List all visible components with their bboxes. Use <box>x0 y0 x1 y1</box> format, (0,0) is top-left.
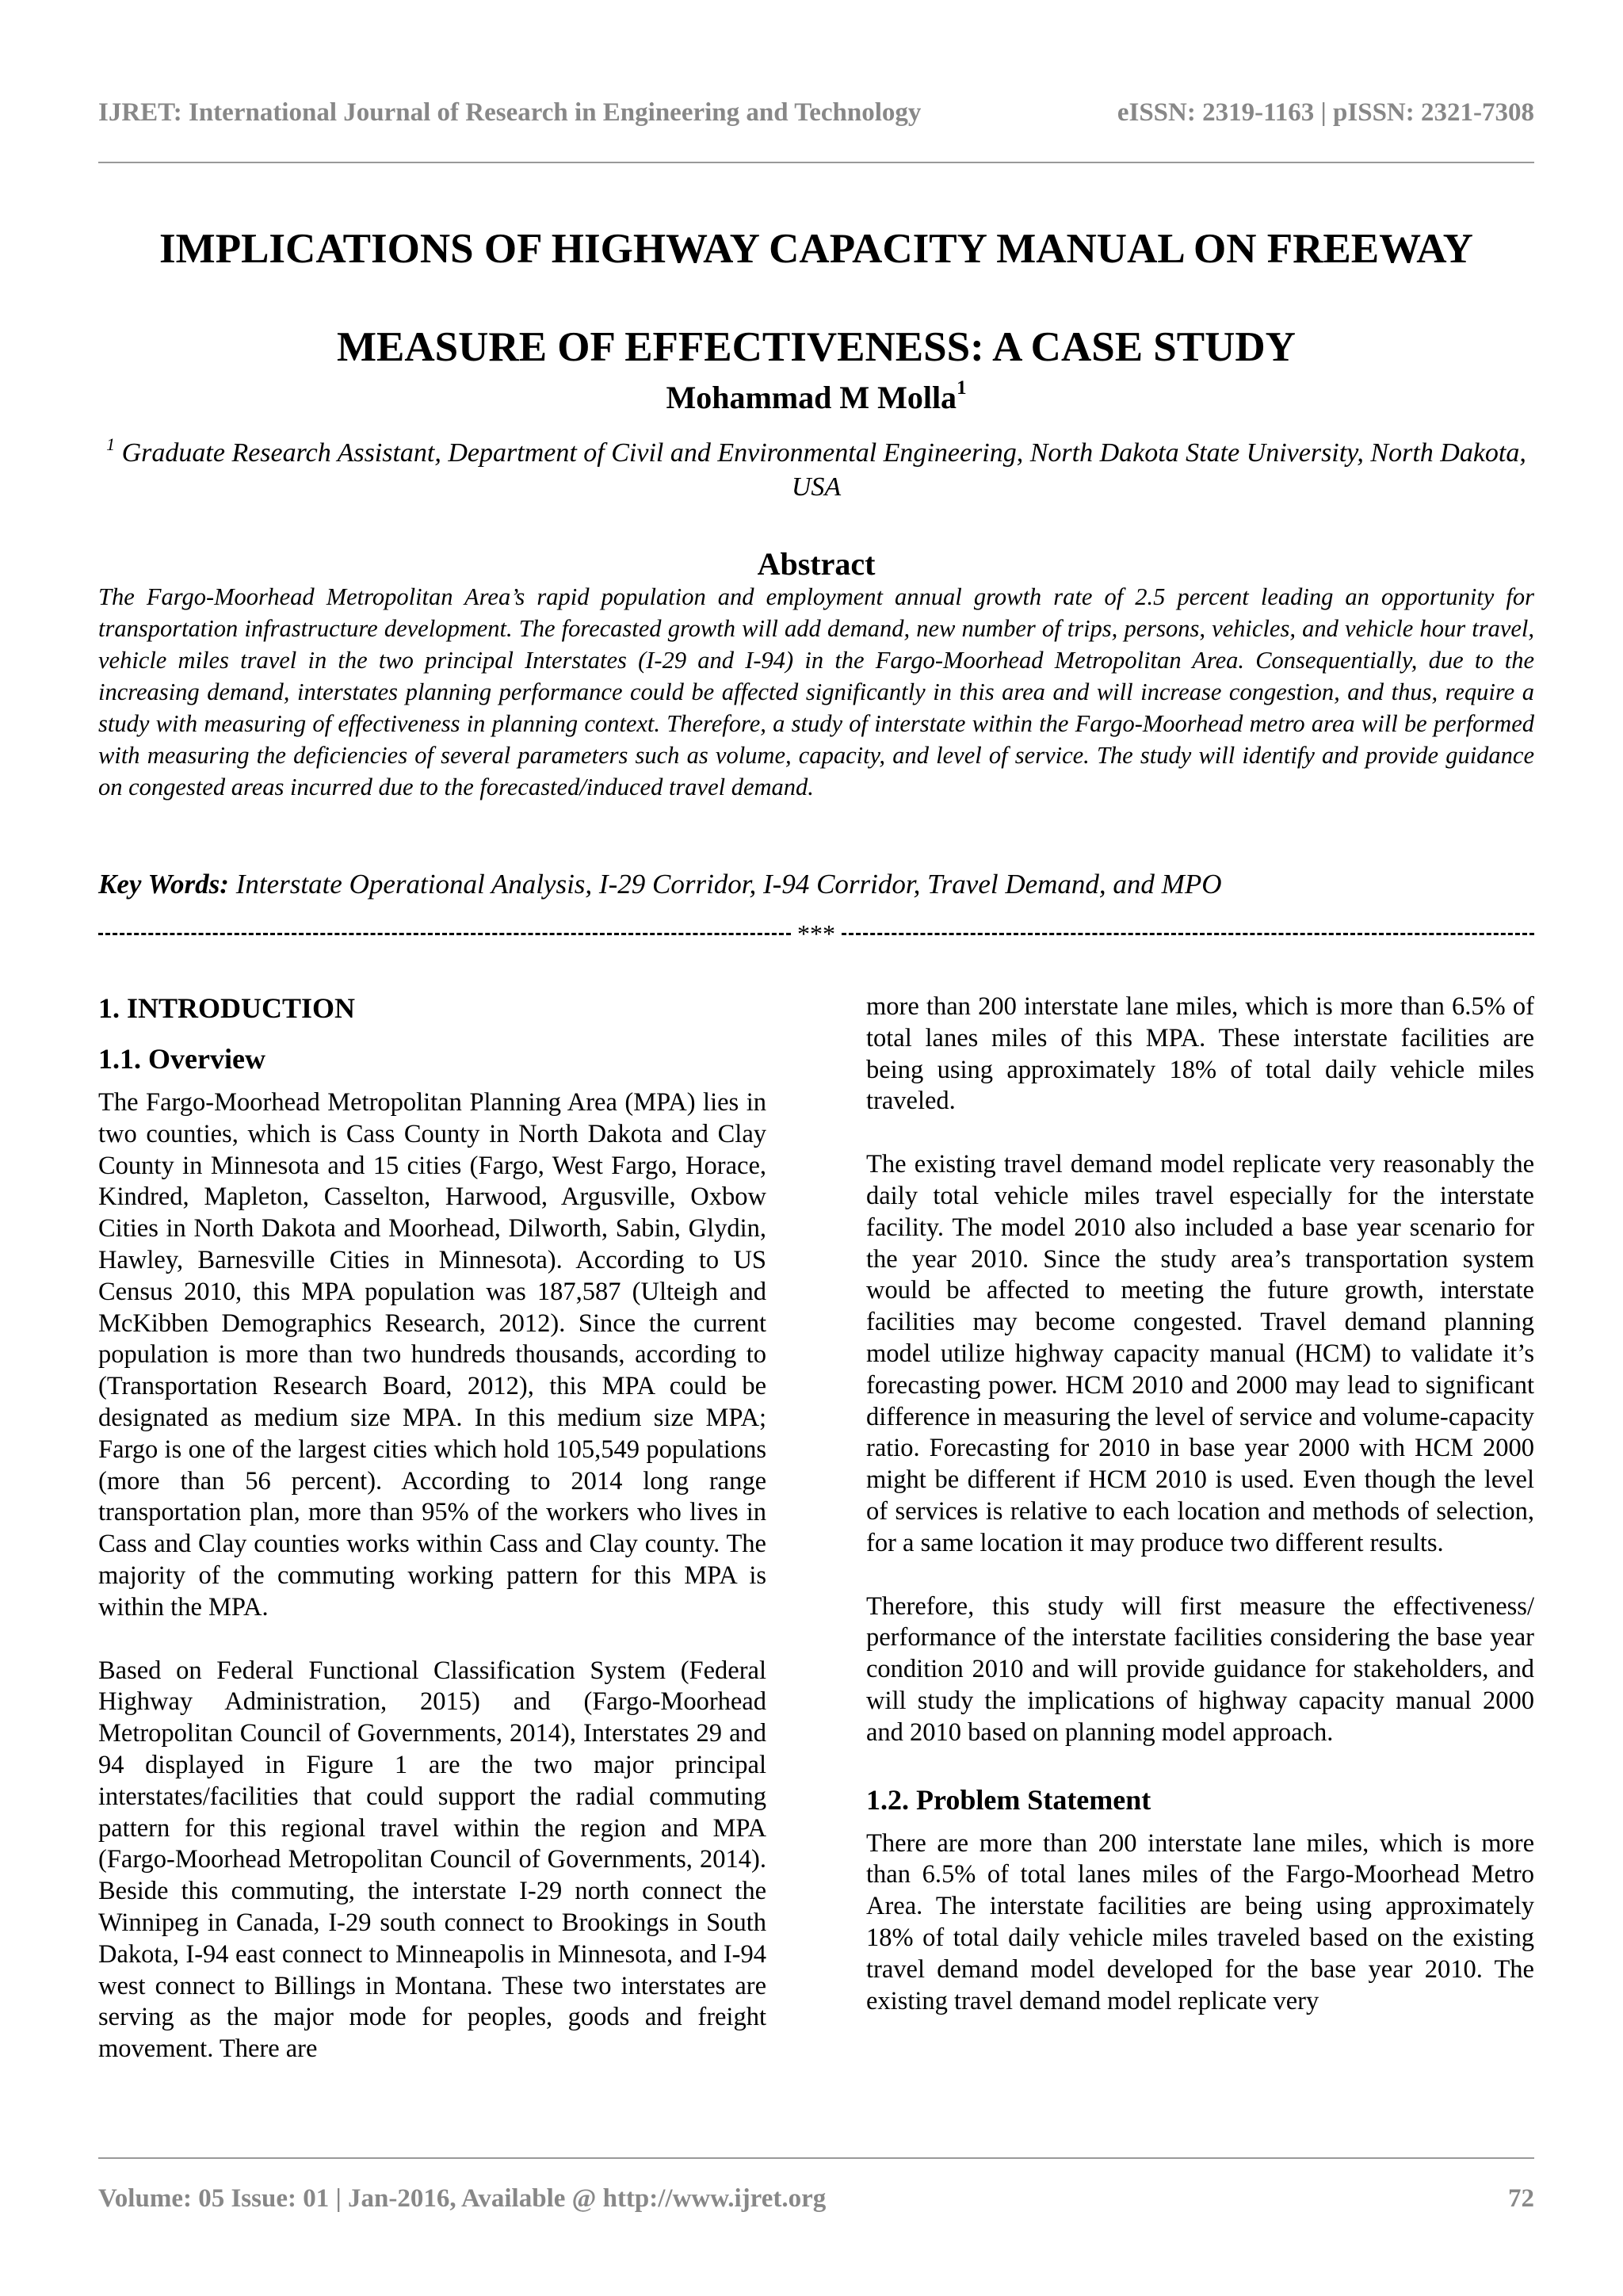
footer-volume-info: Volume: 05 Issue: 01 | Jan-2016, Available @ http://www.ijret.org <box>98 2184 827 2213</box>
keywords-text: Interstate Operational Analysis, I-29 Corridor, I-94 Corridor, Travel Demand, and MPO <box>235 869 1222 900</box>
paragraph: more than 200 interstate lane miles, which is more than 6.5% of total lanes miles of this MPA. These interstate facilities are being using approximately 18% of total daily vehicle miles traveled. <box>866 992 1534 1116</box>
subsection-heading-problem-statement: 1.2. Problem Statement <box>866 1783 1151 1816</box>
subsection-heading-overview: 1.1. Overview <box>98 1043 265 1075</box>
author-name: Mohammad M Molla <box>666 380 957 415</box>
title-line-2: MEASURE OF EFFECTIVENESS: A CASE STUDY <box>337 324 1296 370</box>
divider-dash-left <box>98 933 791 935</box>
keywords <box>98 869 1534 900</box>
affiliation-text: Graduate Research Assistant, Department of Civil and Environmental Engineering, North Dakota State University, North Dakota, USA <box>121 438 1526 502</box>
paper-title <box>98 200 1534 396</box>
journal-name: IJRET: International Journal of Research in Engineering and Technology <box>98 98 922 127</box>
paragraph: The Fargo-Moorhead Metropolitan Planning Area (MPA) lies in two counties, which is Cass County in North Dakota and Clay County in Minnesota and 15 cities (Fargo, West Fargo, Horace, Kindred, Mapleton, Casselton, Harwood, Argusville, Oxbow Cities in North Dakota and Moorhead, Dilworth, Sabin, Glydin, Hawley, Barnesville Cities in Minnesota). According to US Census 2010, this MPA population was 187,587 (Ulteigh and McKibben Demographics Research, 2012). Since the current population is more than two hundreds thousands, according to (Transportation Research Board, 2012), this MPA could be designated as medium size MPA. In this medium size MPA; Fargo is one of the largest cities which hold 105,549 populations (more than 56 percent). According to 2014 long range transportation plan, more than 95% of the workers who lives in Cass and Clay counties works within Cass and Clay county. The majority of the commuting working pattern for this MPA is within the MPA. <box>98 1088 766 1622</box>
divider-stars: *** <box>797 919 835 948</box>
right-column <box>866 991 1534 2049</box>
section-divider <box>98 919 1534 948</box>
author-affiliation-mark: 1 <box>957 377 967 399</box>
paragraph: Therefore, this study will first measure the effectiveness/ performance of the interstate facilities considering the base year condition 2010 and will provide guidance for stakeholders, and will study the implications of highway capacity manual 2000 and 2010 based on planning model approach. <box>866 1591 1534 1747</box>
keywords-label: Key Words: <box>98 869 229 900</box>
divider-dash-right <box>842 933 1534 935</box>
header-rule <box>98 162 1534 163</box>
author <box>98 379 1534 416</box>
affiliation <box>98 436 1534 504</box>
paragraph: Based on Federal Functional Classification System (Federal Highway Administration, 2015) and (Fargo-Moorhead Metropolitan Council of Governments, 2014), Interstates 29 and 94 displayed in Figure 1 are the two major principal interstates/facilities that could support the radial commuting pattern for this regional travel within the region and MPA (Fargo-Moorhead Metropolitan Council of Governments, 2014). Beside this commuting, the interstate I-29 north connect the Winnipeg in Canada, I-29 south connect to Brookings in South Dakota, I-94 east connect to Minneapolis in Minnesota, and I-94 west connect to Billings in Montana. These two interstates are serving as the major mode for peoples, goods and freight movement. There are <box>98 1656 766 2064</box>
left-column <box>98 989 766 2097</box>
paragraph: There are more than 200 interstate lane miles, which is more than 6.5% of total lanes miles of the Fargo-Moorhead Metro Area. The interstate facilities are being using approximately 18% of total daily vehicle miles traveled based on the existing travel demand model developed for the base year 2010. The existing travel demand model replicate very <box>866 1828 1534 2015</box>
title-line-1: IMPLICATIONS OF HIGHWAY CAPACITY MANUAL ON FREEWAY <box>159 226 1473 272</box>
section-heading-introduction: 1. INTRODUCTION <box>98 992 356 1024</box>
affiliation-mark: 1 <box>106 434 116 454</box>
footer-rule <box>98 2157 1534 2159</box>
abstract-heading: Abstract <box>757 546 876 582</box>
paragraph: The existing travel demand model replicate very reasonably the daily total vehicle miles travel especially for the interstate facility. The model 2010 also included a base year scenario for the year 2010. Since the study area’s transportation system would be affected to meeting the future growth, interstate facilities may become congested. Travel demand planning model utilize highway capacity manual (HCM) to validate it’s forecasting power. HCM 2010 and 2000 may lead to significant difference in measuring the level of service and volume-capacity ratio. Forecasting for 2010 in base year 2000 with HCM 2000 might be different if HCM 2010 is used. Even though the level of services is relative to each location and methods of selection, for a same location it may produce two different results. <box>866 1150 1534 1557</box>
abstract-text: The Fargo-Moorhead Metropolitan Area’s rapid population and employment annual growth rate of 2.5 percent leading an opportunity for transportation infrastructure development. The forecasted growth will add demand, new number of trips, persons, vehicles, and vehicle hour travel, vehicle miles travel in the two principal Interstates (I-29 and I-94) in the Fargo-Moorhead Metropolitan Area. Consequentially, due to the increasing demand, interstates planning performance could be affected significantly in this area and will increase congestion, and thus, require a study with measuring of effectiveness in planning context. Therefore, a study of interstate within the Fargo-Moorhead metro area will be performed with measuring the deficiencies of several parameters such as volume, capacity, and level of service. The study will identify and provide guidance on congested areas incurred due to the forecasted/induced travel demand. <box>98 583 1534 800</box>
page-number: 72 <box>1508 2184 1534 2213</box>
issn: eISSN: 2319-1163 | pISSN: 2321-7308 <box>1117 98 1534 127</box>
